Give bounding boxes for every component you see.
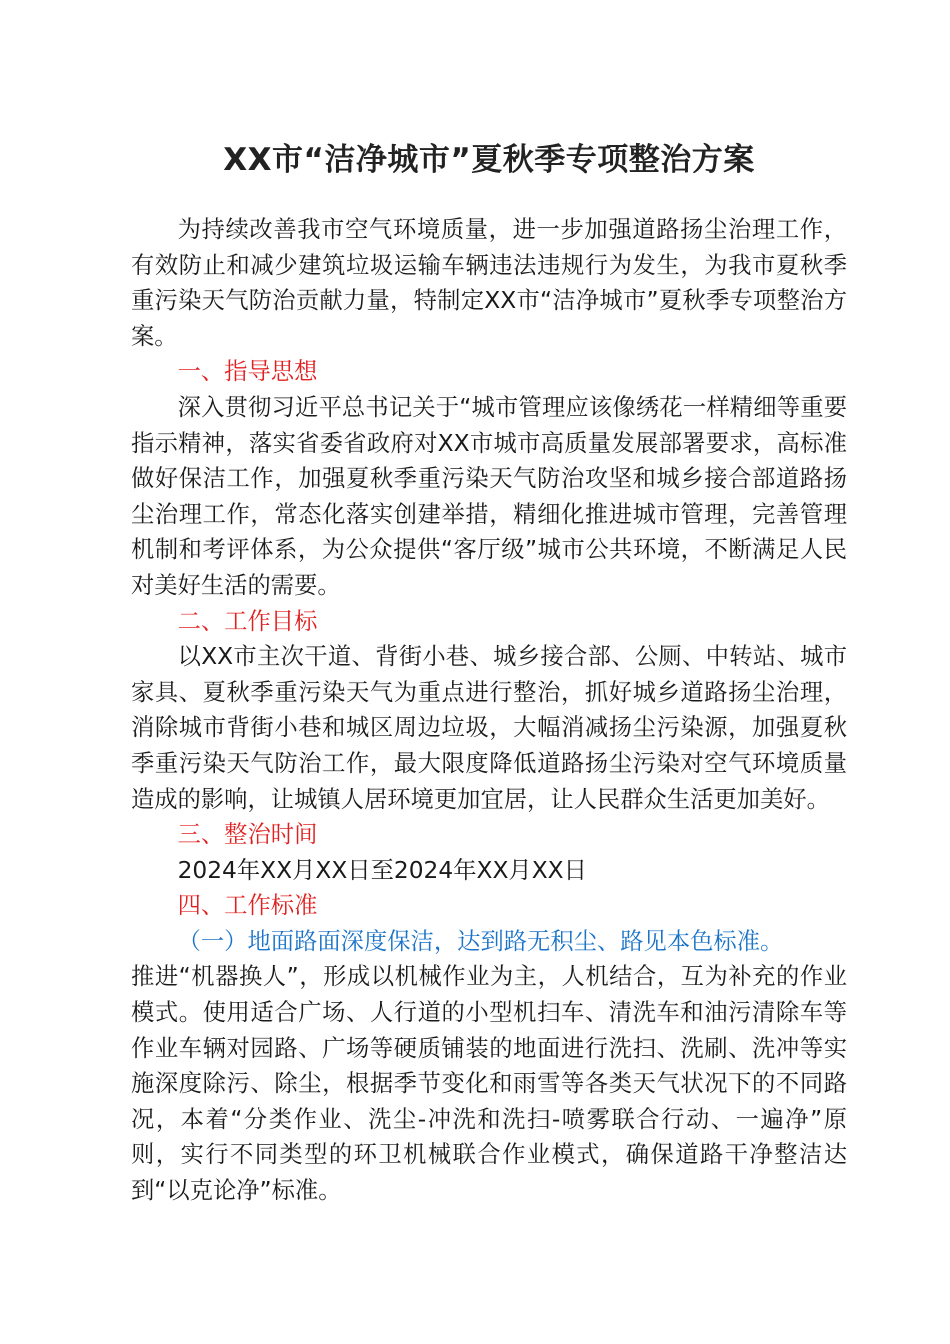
section-heading-work-standards: 四、工作标准 [177,892,318,920]
section-body-guiding-ideology: 深入贯彻习近平总书记关于“城市管理应该像绣花一样精细等重要指示精神，落实省委省政府对XX市城市高质量发展部署要求，高标准做好保洁工作，加强夏秋季重污染天气防治攻坚和城乡接合部道路扬尘治理工作，常态化落实创建举措，精细化推进城市管理，完善管理机制和考评体系，为公众提供“客厅级”城市公共环境，不断满足人民对美好生活的需要。 [131,393,847,599]
section-heading-rectification-time: 三、整治时间 [177,821,318,849]
subsection-body-deep-cleaning: 推进“机器换人”，形成以机械作业为主，人机结合，互为补充的作业模式。使用适合广场、人行道的小型机扫车、清洗车和油污清除车等作业车辆对园路、广场等硬质铺装的地面进行洗扫、洗刷、洗冲等实施深度除污、除尘，根据季节变化和雨雪等各类天气状况下的不同路况，本着“分类作业、洗尘-冲洗和洗扫-喷雾联合行动、一遍净”原则，实行不同类型的环卫机械联合作业模式，确保道路干净整洁达到“以克论净”标准。 [131,963,847,1205]
document-page [131,130,847,1209]
section-body-work-goals: 以XX市主次干道、背街小巷、城乡接合部、公厕、中转站、城市家具、夏秋季重污染天气为重点进行整治，抓好城乡道路扬尘治理，消除城市背街小巷和城区周边垃圾，大幅消减扬尘污染源，加强夏秋季重污染天气防治工作，最大限度降低道路扬尘污染对空气环境质量造成的影响，让城镇人居环境更加宜居，让人民群众生活更加美好。 [131,643,847,813]
document-title: XX市“洁净城市”夏秋季专项整治方案 [223,142,755,178]
subsection-heading-deep-cleaning: （一）地面路面深度保洁，达到路无积尘、路见本色标准。 [177,927,784,955]
section-heading-work-goals: 二、工作目标 [177,607,318,635]
section-body-rectification-time: 2024年XX月XX日至2024年XX月XX日 [177,856,587,884]
intro-paragraph: 为持续改善我市空气环境质量，进一步加强道路扬尘治理工作，有效防止和减少建筑垃圾运输车辆违法违规行为发生，为我市夏秋季重污染天气防治贡献力量，特制定XX市“洁净城市”夏秋季专项整治方案。 [131,216,847,350]
section-heading-guiding-ideology: 一、指导思想 [177,358,318,386]
